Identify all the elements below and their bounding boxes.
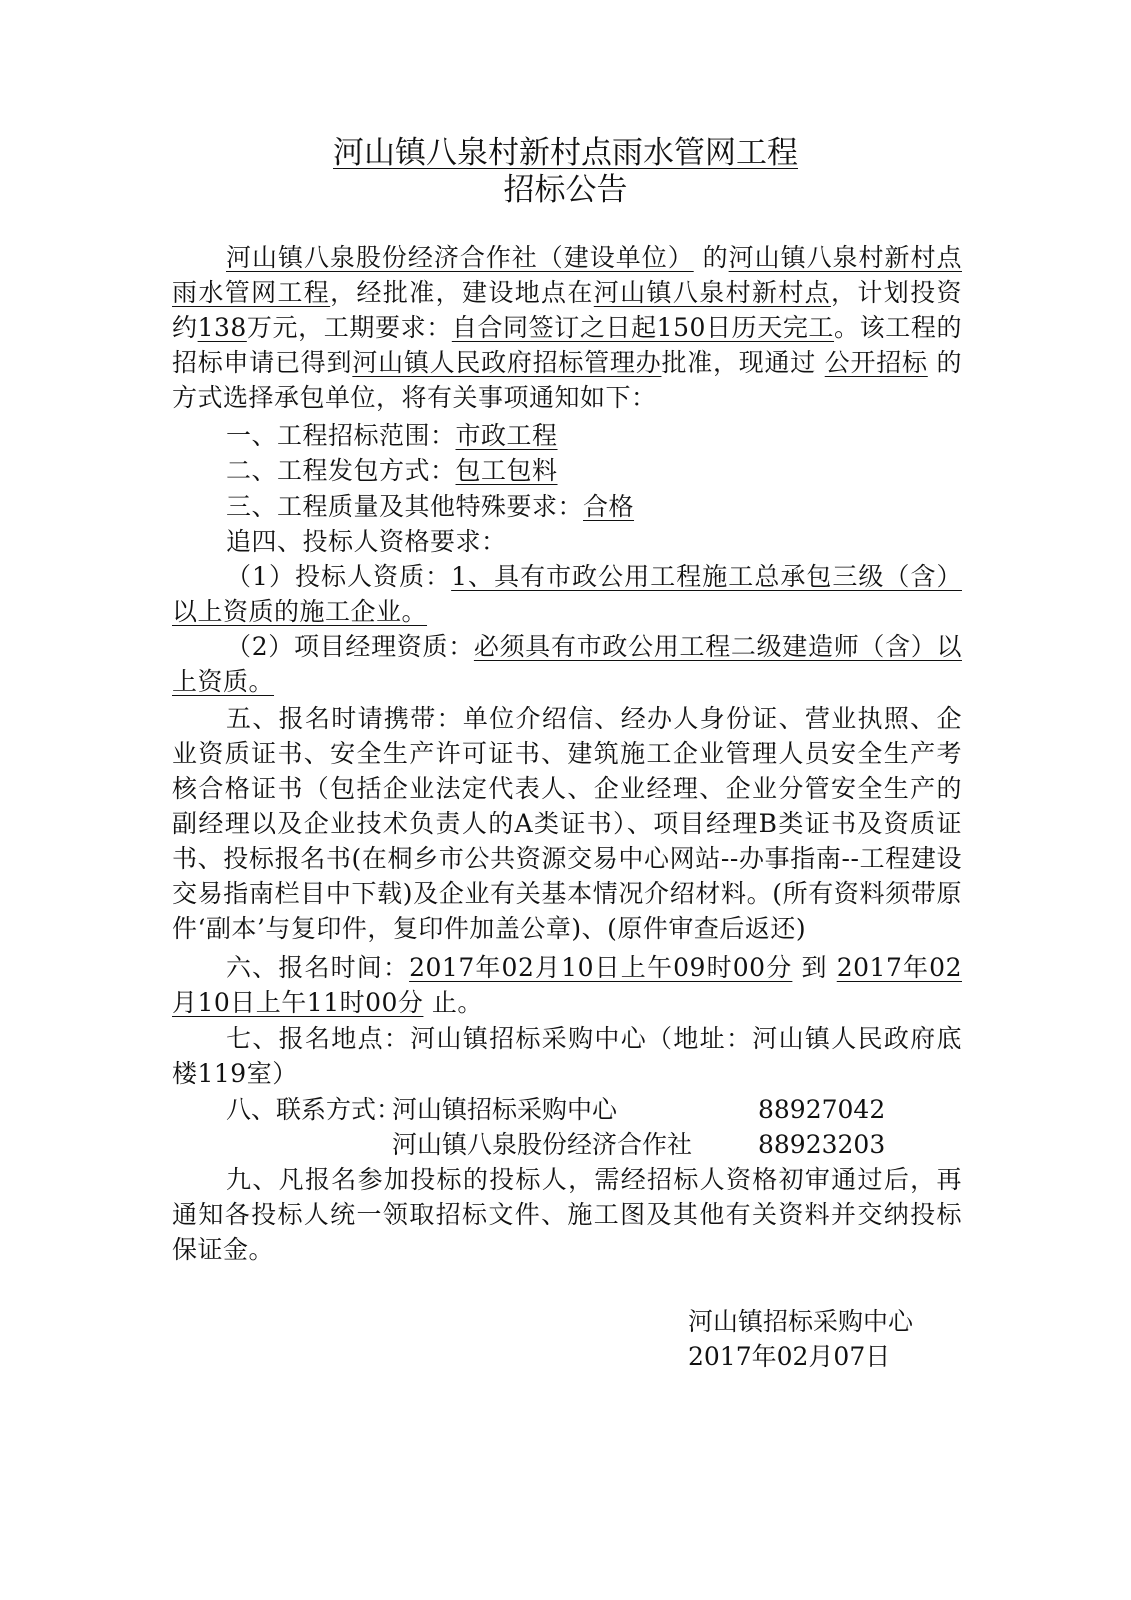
item-qualification-heading xyxy=(172,524,962,559)
item-text: 止。 xyxy=(423,988,483,1017)
title-line1: 河山镇八泉村新村点雨水管网工程 xyxy=(333,135,798,171)
item-label: 三、工程质量及其他特殊要求： xyxy=(226,492,584,521)
item-bid-scope xyxy=(172,418,962,453)
registration-place-text: 七、报名地点：河山镇招标采购中心（地址：河山镇人民政府底楼119室） xyxy=(172,1024,962,1088)
signature-date: 2017年02月07日 xyxy=(688,1342,891,1371)
item-label: （2）项目经理资质： xyxy=(226,632,474,661)
document-subtitle: 招标公告 xyxy=(503,172,628,208)
item-notice xyxy=(172,1162,962,1267)
contact-label: 八、联系方式： xyxy=(226,1095,402,1124)
signature-org: 河山镇招标采购中心 xyxy=(688,1307,914,1336)
item-registration-time xyxy=(172,950,962,1020)
item-required-documents xyxy=(172,701,962,946)
construction-period: 自合同签订之日起150日历天完工 xyxy=(451,313,835,342)
contact-phone-2: 88923203 xyxy=(758,1130,886,1159)
quality-value: 合格 xyxy=(583,492,635,521)
intro-text: 。该工程的招标申请已得到 xyxy=(172,313,962,377)
item-manager-qualification xyxy=(172,629,962,699)
item-contract-mode xyxy=(172,453,962,488)
notice-text: 九、凡报名参加投标的投标人，需经招标人资格初审通过后，再通知各投标人统一领取招标文件、施工图及其他有关资料并交纳投标保证金。 xyxy=(172,1165,962,1264)
bidder-qualification-value: 1、具有市政公用工程施工总承包三级（含）以上资质的施工企业。 xyxy=(172,562,962,626)
document-title xyxy=(0,133,1131,173)
item-label: 二、工程发包方式： xyxy=(226,456,456,485)
item-bidder-qualification xyxy=(172,559,962,629)
registration-start: 2017年02月10日上午09时00分 xyxy=(409,953,793,982)
contract-mode-value: 包工包料 xyxy=(455,456,558,485)
manager-qualification-value: 必须具有市政公用工程二级建造师（含）以上资质。 xyxy=(172,632,962,696)
intro-text: 万元，工期要求： xyxy=(246,313,452,342)
contact-name-1: 河山镇招标采购中心 xyxy=(392,1095,618,1124)
contact-phone-1: 88927042 xyxy=(758,1095,886,1124)
item-quality xyxy=(172,489,962,524)
approval-authority: 河山镇人民政府招标管理办 xyxy=(352,348,662,377)
project-name: 河山镇八泉村新村点雨水管网工程 xyxy=(172,243,962,307)
item-label: 六、报名时间： xyxy=(226,953,410,982)
intro-text: ，计划投资约 xyxy=(172,278,962,342)
intro-text: 的 xyxy=(693,243,729,272)
bidding-method: 公开招标 xyxy=(824,348,928,377)
intro-paragraph xyxy=(172,240,962,415)
item-label: 一、工程招标范围： xyxy=(226,421,456,450)
item-label: （1）投标人资质： xyxy=(226,562,452,591)
required-documents-text: 五、报名时请携带：单位介绍信、经办人身份证、营业执照、企业资质证书、安全生产许可证书、建筑施工企业管理人员安全生产考核合格证书（包括企业法定代表人、企业经理、企业分管安全生产的副经理以及企业技术负责人的A类证书）、项目经理B类证书及资质证书、投标报名书(在桐乡市公共资源交易中心网站--办事指南--工程建设交易指南栏目中下载)及企业有关基本情况介绍材料。(所有资料须带原件‘副本’与复印件，复印件加盖公章)、(原件审查后返还) xyxy=(172,704,962,943)
project-location: 河山镇八泉村新村点 xyxy=(593,278,832,307)
registration-end: 2017年02月10日上午11时00分 xyxy=(172,953,962,1017)
item-text: 到 xyxy=(792,953,837,982)
intro-text: ，经批准，建设地点在 xyxy=(330,278,594,307)
intro-text: 批准，现通过 xyxy=(661,348,825,377)
item-label: 追四、投标人资格要求： xyxy=(226,527,507,556)
item-registration-place xyxy=(172,1021,962,1091)
contact-name-2: 河山镇八泉股份经济合作社 xyxy=(392,1130,693,1159)
builder-name: 河山镇八泉股份经济合作社（建设单位） xyxy=(226,243,694,272)
bid-scope-value: 市政工程 xyxy=(455,421,558,450)
intro-text: 的方式选择承包单位，将有关事项通知如下： xyxy=(172,348,962,412)
investment-amount: 138 xyxy=(197,313,247,342)
